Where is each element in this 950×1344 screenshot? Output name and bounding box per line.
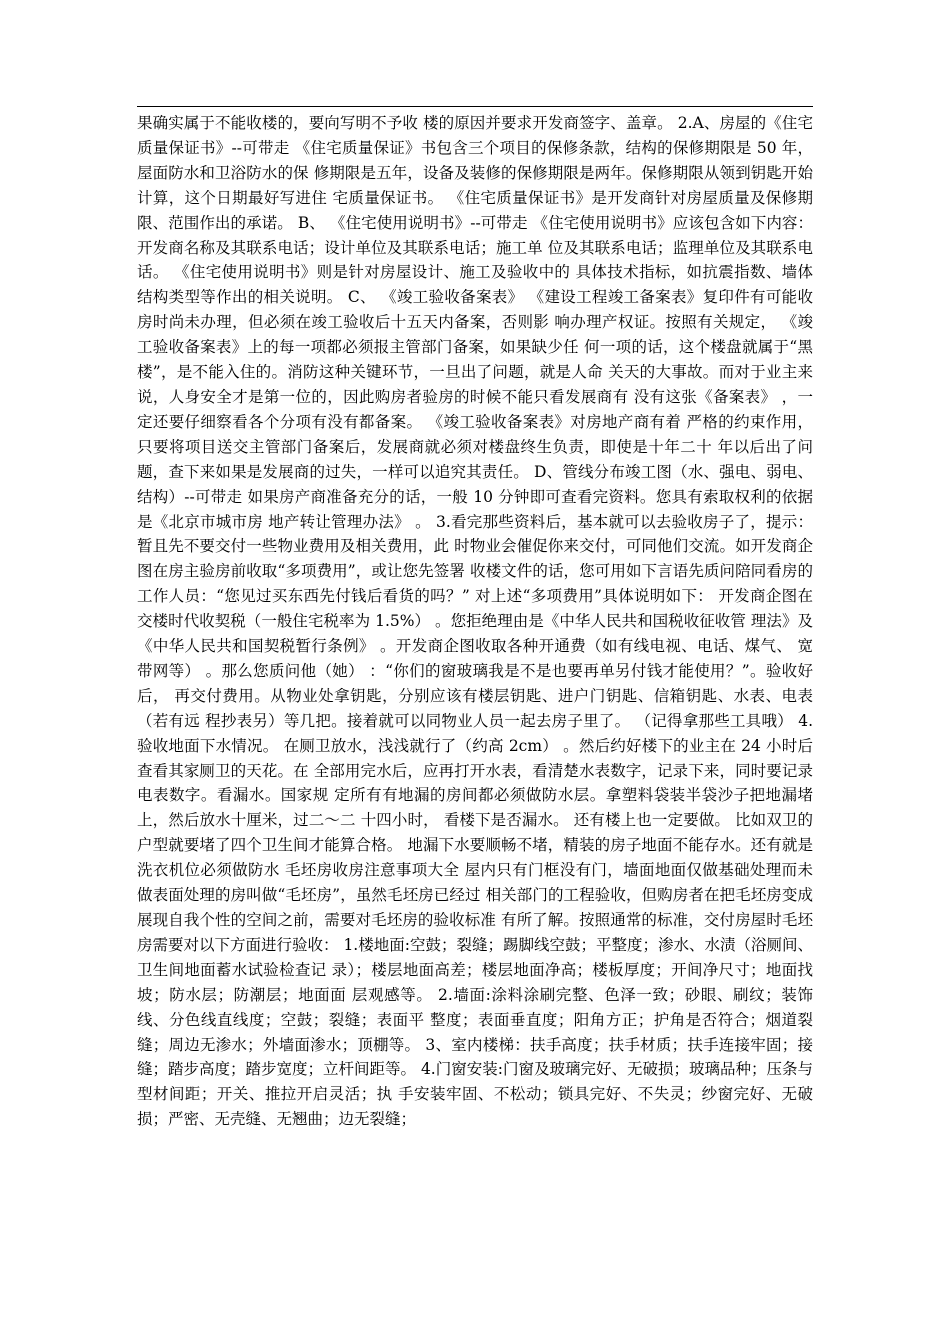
header-rule [137,106,813,107]
body-paragraph: 果确实属于不能收楼的，要向写明不予收 楼的原因并要求开发商签字、盖章。 2.A、房屋的《住宅质量保证书》--可带走 《住宅质量保证》书包含三个项目的保修条款，结构的保修期限是 50 年，屋面防水和卫浴防水的保 修期限是五年，设备及装修的保修期限是两年。保修期限从领到钥匙开始计算，这个日期最好写进住 宅质量保证书。 《住宅质量保证书》是开发商针对房屋质量及保修期限、范围作出的承诺。 B、 《住宅使用说明书》--可带走 《住宅使用说明书》应该包含如下内容：开发商名称及其联系电话；设计单位及其联系电话；施工单 位及其联系电话；监理单位及其联系电话。 《住宅使用说明书》则是针对房屋设计、施工及验收中的 具体技术指标，如抗震指数、墙体结构类型等作出的相关说明。 C、 《竣工验收备案表》 《建设工程竣工备案表》复印件有可能收房时尚未办理，但必须在竣工验收后十五天内备案，否则影 响办理产权证。按照有关规定， 《竣工验收备案表》上的每一项都必须报主管部门备案，如果缺少任 何一项的话，这个楼盘就属于“黑楼”，是不能入住的。消防这种关键环节，一旦出了问题，就是人命 关天的大事故。而对于业主来说，人身安全才是第一位的，因此购房者验房的时候不能只看发展商有 没有这张《备案表》 ，一定还要仔细察看各个分项有没有都备案。 《竣工验收备案表》对房地产商有着 严格的约束作用，只要将项目送交主管部门备案后，发展商就必须对楼盘终生负责，即使是十年二十 年以后出了问题，查下来如果是发展商的过失，一样可以追究其责任。 D、管线分布竣工图（水、强电、弱电、结构）--可带走 如果房产商准备充分的话，一般 10 分钟即可查看完资料。您具有索取权利的依据是《北京市城市房 地产转让管理办法》 。 3.看完那些资料后，基本就可以去验收房子了，提示：暂且先不要交付一些物业费用及相关费用，此 时物业会催促你来交付，可同他们交流。如开发商企图在房主验房前收取“多项费用”，或让您先签署 收楼文件的话，您可用如下言语先质问陪同看房的工作人员：“您见过买东西先付钱后看货的吗？” 对上述“多项费用”具体说明如下： 开发商企图在交楼时代收契税（一般住宅税率为 1.5%） 。您拒绝理由是《中华人民共和国税收征收管 理法》及《中华人民共和国契税暂行条例》 。开发商企图收取各种开通费（如有线电视、电话、煤气、 宽带网等） 。那么您质问他（她） ：“你们的窗玻璃我是不是也要再单另付钱才能使用？”。验收好后， 再交付费用。从物业处拿钥匙，分别应该有楼层钥匙、进户门钥匙、信箱钥匙、水表、电表（若有远 程抄表另）等几把。接着就可以同物业人员一起去房子里了。 （记得拿那些工具哦） 4.验收地面下水情况。 在厕卫放水，浅浅就行了（约高 2cm） 。然后约好楼下的业主在 24 小时后查看其家厕卫的天花。在 全部用完水后，应再打开水表，看清楚水表数字，记录下来，同时要记录电表数字。看漏水。国家规 定所有有地漏的房间都必须做防水层。拿塑料袋装半袋沙子把地漏堵上，然后放水十厘米，过二～二 十四小时， 看楼下是否漏水。 还有楼上也一定要做。 比如双卫的户型就要堵了四个卫生间才能算合格。 地漏下水要顺畅不堵，精装的房子地面不能存水。还有就是洗衣机位必须做防水 毛坯房收房注意事项大全 屋内只有门框没有门，墙面地面仅做基础处理而未做表面处理的房叫做“毛坯房”，虽然毛坯房已经过 相关部门的工程验收，但购房者在把毛坯房变成展现自我个性的空间之前，需要对毛坯房的验收标准 有所了解。按照通常的标准，交付房屋时毛坯房需要对以下方面进行验收： 1.楼地面:空鼓；裂缝；踢脚线空鼓；平整度；渗水、水渍（浴厕间、卫生间地面蓄水试验检查记 录）；楼层地面高差；楼层地面净高；楼板厚度；开间净尺寸；地面找坡；防水层；防潮层；地面面 层观感等。 2.墙面:涂料涂刷完整、色泽一致；砂眼、刷纹；装饰线、分色线直线度；空鼓；裂缝；表面平 整度；表面垂直度；阳角方正；护角是否符合；烟道裂缝；周边无渗水；外墙面渗水；顶棚等。 3、室内楼梯：扶手高度；扶手材质；扶手连接牢固；接缝；踏步高度；踏步宽度；立杆间距等。 4.门窗安装:门窗及玻璃完好、无破损；玻璃品种；压条与型材间距；开关、推拉开启灵活；执 手安装牢固、不松动；锁具完好、不失灵；纱窗完好、无破损；严密、无壳缝、无翘曲；边无裂缝； [137,114,813,1129]
